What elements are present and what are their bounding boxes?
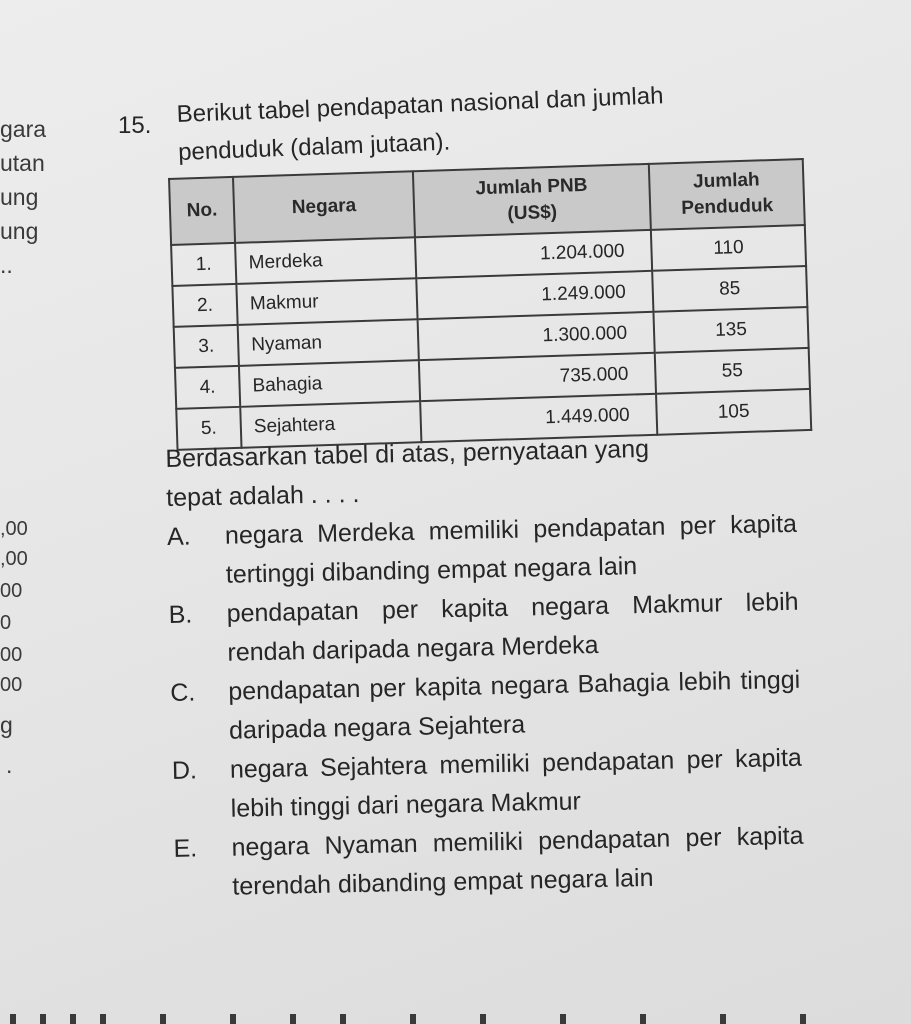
question-stem: tepat adalah . . . . (165, 479, 360, 512)
cell-penduduk: 105 (656, 389, 811, 435)
intro-line: penduduk (dalam jutaan). (177, 128, 451, 166)
option-text: pendapatan per kapita negara Makmur lebih rendah daripada negara Merdeka (226, 587, 799, 667)
edge-text: 00 (0, 674, 23, 696)
edge-text: ,00 (0, 548, 28, 570)
edge-text: g (0, 712, 13, 738)
edge-text: ,00 (0, 518, 28, 540)
cell-penduduk: 110 (651, 225, 806, 271)
cell-no: 2. (172, 284, 237, 327)
edge-text: ung (0, 218, 39, 244)
cell-pnb: 1.249.000 (416, 271, 653, 319)
option-letter: B. (168, 600, 193, 629)
edge-text: 00 (0, 580, 23, 602)
option-letter: E. (173, 834, 198, 863)
question-stem: Berdasarkan tabel di atas, pernyataan yang (165, 434, 650, 473)
header-no: No. (169, 177, 235, 245)
question-number: 15. (118, 112, 152, 139)
option-d (172, 739, 803, 830)
cell-negara: Sejahtera (240, 401, 421, 448)
cell-negara: Merdeka (235, 237, 416, 284)
cell-negara: Makmur (236, 278, 417, 325)
option-text: negara Merdeka memiliki pendapatan per kapita tertinggi dibanding empat negara lain (224, 509, 798, 589)
option-letter: D. (171, 756, 198, 785)
edge-text: .. (0, 252, 13, 278)
intro-line: Berikut tabel pendapatan nasional dan jumlah (176, 82, 664, 128)
cell-pnb: 1.204.000 (415, 230, 652, 278)
cell-penduduk: 135 (653, 307, 808, 353)
header-penduduk: Jumlah Penduduk (649, 159, 805, 230)
cell-penduduk: 85 (652, 266, 807, 312)
option-letter: C. (170, 678, 196, 707)
option-text: pendapatan per kapita negara Bahagia lebih tinggi daripada negara Sejahtera (227, 665, 801, 745)
option-text: negara Nyaman memiliki pendapatan per kapita terendah dibanding empat negara lain (231, 821, 804, 901)
edge-text: utan (0, 150, 45, 176)
edge-text: ung (0, 184, 39, 210)
cell-negara: Bahagia (239, 360, 420, 407)
cell-no: 5. (176, 407, 241, 450)
header-negara: Negara (233, 171, 415, 243)
cell-pnb: 1.300.000 (418, 312, 655, 360)
cell-pnb: 1.449.000 (420, 394, 657, 442)
header-pnb: Jumlah PNB (US$) (413, 164, 651, 237)
cell-no: 1. (171, 243, 236, 286)
question-body (165, 427, 805, 908)
option-a (167, 505, 798, 596)
cell-no: 4. (175, 366, 240, 409)
edge-text: 0 (0, 612, 12, 634)
option-text: negara Sejahtera memiliki pendapatan per kapita lebih tinggi dari negara Makmur (229, 743, 803, 823)
cut-off-text-bottom (0, 1012, 911, 1024)
data-table-wrapper (168, 158, 812, 451)
option-c (170, 661, 801, 752)
cell-pnb: 735.000 (419, 353, 656, 401)
edge-text: . (6, 752, 13, 778)
question-intro (176, 73, 778, 172)
edge-text: gara (0, 116, 47, 142)
cell-no: 3. (174, 325, 239, 368)
cell-negara: Nyaman (238, 319, 419, 366)
data-table (168, 158, 812, 451)
option-b (168, 583, 799, 674)
option-letter: A. (166, 522, 191, 551)
edge-text: 00 (0, 644, 23, 666)
option-e (173, 817, 804, 908)
cell-penduduk: 55 (655, 348, 810, 394)
